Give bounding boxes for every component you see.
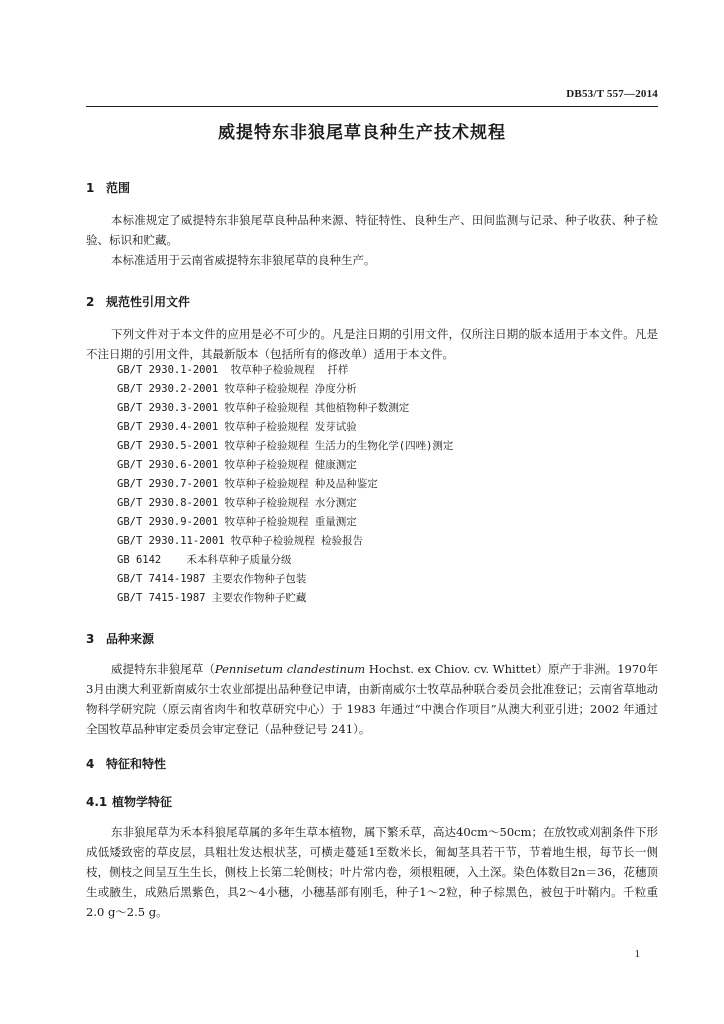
reference-item: GB/T 7414-1987 主要农作物种子包装: [117, 573, 307, 585]
document-title: 威提特东非狼尾草良种生产技术规程: [218, 123, 506, 143]
reference-item: GB/T 2930.4-2001 牧草种子检验规程 发芽试验: [117, 421, 357, 433]
section-3-heading: [86, 630, 154, 647]
section-2-intro: 下列文件对于本文件的应用是必不可少的。凡是注日期的引用文件，仅所注日期的版本适用于本文件。凡是不注日期的引用文件，其最新版本（包括所有的修改单）适用于本文件。: [86, 327, 658, 361]
document-code: DB53/T 557—2014: [566, 88, 658, 100]
section-number: 4: [86, 757, 95, 771]
subsection-title: 植物学特征: [112, 795, 173, 809]
section-2-heading: [86, 293, 190, 310]
latin-species-name: Pennisetum clandestinum: [214, 662, 366, 676]
reference-item: GB/T 2930.5-2001 牧草种子检验规程 生活力的生物化学(四唑)测定: [117, 440, 454, 452]
reference-item: GB/T 7415-1987 主要农作物种子贮藏: [117, 592, 307, 604]
section-4-1-paragraph: 东非狼尾草为禾本科狼尾草属的多年生草本植物，属下繁禾草，高达40cm～50cm；在放牧或刈割条件下形成低矮致密的草皮层，具粗壮发达根状茎，可横走蔓延1至数米长，匍匐茎具若干节，节着地生根，每节长一侧枝，侧枝之间呈互生生长，侧枝上长第二轮侧枝；叶片常内卷，须根粗硬，入土深。染色体数目2n＝36，花穗顶生或腋生，成熟后黑紫色，具2～4小穗，小穗基部有刚毛，种子1～2粒，种子棕黑色，被包于叶鞘内。千粒重2.0 g～2.5 g。: [86, 825, 658, 919]
header-divider: [86, 106, 658, 107]
reference-list: [117, 361, 453, 608]
reference-item: GB/T 2930.6-2001 牧草种子检验规程 健康测定: [117, 459, 357, 471]
subsection-number: 4.1: [86, 795, 108, 809]
text-segment: Hochst. ex Chiov. cv. Whittet）原产于非洲。1970年3月由澳大利亚新南威尔士农业部提出品种登记申请，由新南威尔士牧草品种联合委员会批准登记；云南省草地动物科学研究院（原云南省肉牛和牧草研究中心）于 1983 年通过“中澳合作项目”从澳大利亚引进；2002 年通过全国牧草品种审定委员会审定登记（品种登记号 241）。: [86, 662, 658, 736]
section-1-paragraph-2: 本标准适用于云南省威提特东非狼尾草的良种生产。: [111, 253, 376, 267]
section-number: 2: [86, 295, 95, 309]
section-title: 品种来源: [106, 632, 155, 646]
reference-item: GB/T 2930.8-2001 牧草种子检验规程 水分测定: [117, 497, 357, 509]
reference-item: GB/T 2930.3-2001 牧草种子检验规程 其他植物种子数测定: [117, 402, 410, 414]
section-number: 1: [86, 181, 95, 195]
section-4-1-heading: [86, 793, 172, 810]
section-1-paragraph-1: 本标准规定了威提特东非狼尾草良种品种来源、特征特性、良种生产、田间监测与记录、种子收获、种子检验、标识和贮藏。: [86, 213, 658, 247]
reference-item: GB 6142 禾本科草种子质量分级: [117, 554, 292, 566]
page-number: 1: [634, 948, 640, 960]
section-4-heading: [86, 755, 166, 772]
reference-item: GB/T 2930.2-2001 牧草种子检验规程 净度分析: [117, 383, 357, 395]
section-title: 规范性引用文件: [106, 295, 191, 309]
section-title: 特征和特性: [106, 757, 167, 771]
reference-item: GB/T 2930.11-2001 牧草种子检验规程 检验报告: [117, 535, 364, 547]
reference-item: GB/T 2930.1-2001 牧草种子检验规程 扦样: [117, 364, 349, 376]
reference-item: GB/T 2930.9-2001 牧草种子检验规程 重量测定: [117, 516, 357, 528]
section-1-heading: [86, 179, 130, 196]
reference-item: GB/T 2930.7-2001 牧草种子检验规程 种及品种鉴定: [117, 478, 378, 490]
section-number: 3: [86, 632, 95, 646]
text-segment: 威提特东非狼尾草（: [111, 662, 215, 676]
section-3-paragraph: [86, 659, 658, 739]
section-title: 范围: [106, 181, 131, 195]
